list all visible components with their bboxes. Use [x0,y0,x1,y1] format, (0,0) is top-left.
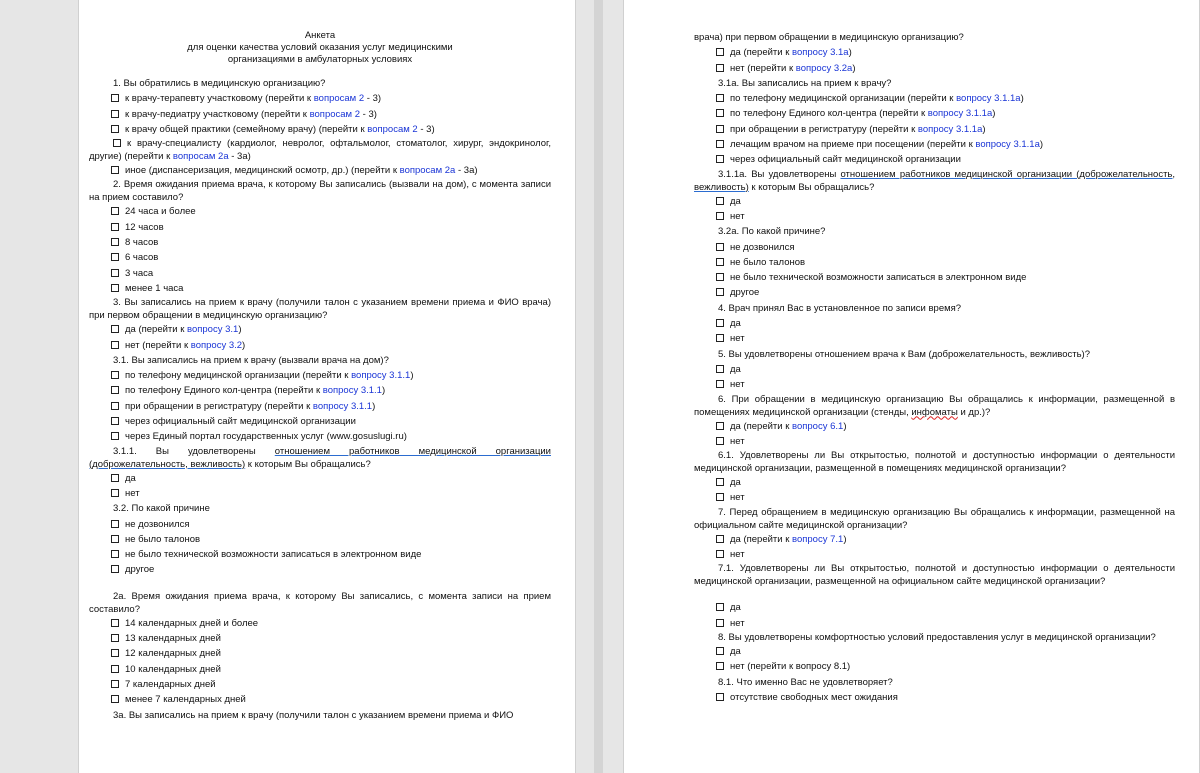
option: к врачу-терапевту участковому (перейти к вопросам 2 - 3) [89,91,551,106]
option: да [694,194,1175,209]
checkbox[interactable] [716,258,724,266]
checkbox[interactable] [716,365,724,373]
checkbox[interactable] [716,140,724,148]
checkbox[interactable] [111,386,119,394]
checkbox[interactable] [111,110,119,118]
title-line: Анкета [304,30,336,41]
question-link[interactable]: вопросу 3.1.1а [956,93,1021,105]
title-line: организациями в амбулаторных условиях [227,54,413,65]
option: нет (перейти к вопросу 8.1) [694,659,1175,674]
checkbox[interactable] [111,550,119,558]
checkbox[interactable] [111,565,119,573]
option: нет [694,209,1175,224]
option: нет [694,490,1175,505]
question-link[interactable]: вопросу 3.1.1 [312,400,373,412]
question-3a-continued: врача) при первом обращении в медицинскую организацию? [694,32,964,43]
option: через официальный сайт медицинской организации [89,414,551,429]
scrollbar[interactable] [594,0,603,773]
question-3-1a: 3.1а. Вы записались на прием к врачу? [718,77,892,89]
document-page-right [623,0,1200,773]
option: 3 часа [89,266,551,281]
checkbox[interactable] [111,619,119,627]
option: по телефону Единого кол-центра (перейти к вопросу 3.1.1) [89,383,551,398]
checkbox[interactable] [111,474,119,482]
option: 10 календарных дней [89,662,551,677]
checkbox[interactable] [111,649,119,657]
question-2a: 2а. Время ожидания приема врача, к которому Вы записались, с момента записи на прием составило? [89,590,551,615]
question-4: 4. Врач принял Вас в установленное по записи время? [718,302,962,314]
option: иное (диспансеризация, медицинский осмотр, др.) (перейти к вопросам 2а - 3а) [89,163,551,178]
checkbox[interactable] [716,334,724,342]
checkbox[interactable] [716,155,724,163]
checkbox[interactable] [716,619,724,627]
question-3-2a: 3.2а. По какой причине? [718,226,826,238]
option: 12 календарных дней [89,646,551,661]
question-link[interactable]: вопросу 3.2а [795,62,853,74]
option: 8 часов [89,235,551,250]
checkbox[interactable] [111,207,119,215]
question-link[interactable]: вопросу 3.1а [792,47,849,59]
question-link[interactable]: вопросу 3.1.1 [351,370,411,382]
checkbox[interactable] [111,535,119,543]
checkbox[interactable] [111,417,119,425]
option: нет (перейти к вопросу 3.2а) [694,61,1175,76]
checkbox[interactable] [716,109,724,117]
checkbox[interactable] [111,166,119,174]
checkbox[interactable] [111,125,119,133]
questionnaire-title [89,30,551,66]
option: к врачу-педиатру участковому (перейти к вопросам 2 - 3) [89,107,551,122]
checkbox[interactable] [716,693,724,701]
checkbox[interactable] [716,437,724,445]
option: по телефону Единого кол-центра (перейти к вопросу 3.1.1а) [694,106,1175,121]
checkbox[interactable] [111,695,119,703]
question-2: 2. Время ожидания приема врача, к которому Вы записались (вызвали на дом), с момента записи на прием составило? [89,179,551,204]
question-8: 8. Вы удовлетворены комфортностью условий предоставления услуг в медицинской организации? [718,631,1156,643]
option: другое [694,285,1175,300]
checkbox[interactable] [111,520,119,528]
option: не дозвонился [694,240,1175,255]
question-link[interactable]: вопросу 3.1.1а [927,108,993,120]
option: по телефону медицинской организации (перейти к вопросу 3.1.1) [89,368,551,383]
question-3a: 3а. Вы записались на прием к врачу (получили талон с указанием времени приема и ФИО [113,709,514,721]
question-3-2: 3.2. По какой причине [113,503,210,515]
option: 13 календарных дней [89,631,551,646]
checkbox[interactable] [716,212,724,220]
checkbox[interactable] [111,341,119,349]
checkbox[interactable] [716,48,724,56]
option: при обращении в регистратуру (перейти к вопросу 3.1.1а) [694,122,1175,137]
checkbox[interactable] [716,603,724,611]
option: при обращении в регистратуру (перейти к вопросу 3.1.1) [89,399,551,414]
checkbox[interactable] [716,243,724,251]
question-3: 3. Вы записались на прием к врачу (получили талон с указанием времени приема и ФИО врача) при первом обращении в медицинскую организацию? [89,297,551,322]
checkbox[interactable] [716,319,724,327]
option: да [694,316,1175,331]
option: по телефону медицинской организации (перейти к вопросу 3.1.1а) [694,91,1175,106]
option: да [89,471,551,486]
option: нет [694,377,1175,392]
checkbox[interactable] [111,489,119,497]
option: не было талонов [89,532,551,547]
question-7-1: 7.1. Удовлетворены ли Вы открытостью, полнотой и доступностью информации о деятельности медицинской организации, размещенной на официальном сайте медицинской организации? [694,563,1175,588]
option: не было талонов [694,255,1175,270]
option: да [694,600,1175,615]
checkbox[interactable] [111,432,119,440]
checkbox[interactable] [111,284,119,292]
checkbox[interactable] [716,380,724,388]
option: лечащим врачом на приеме при посещении (перейти к вопросу 3.1.1а) [694,137,1175,152]
question-8-1: 8.1. Что именно Вас не удовлетворяет? [718,676,893,688]
option: менее 7 календарных дней [89,692,551,707]
option: отсутствие свободных мест ожидания [694,690,1175,705]
question-link[interactable]: вопросам 2 [313,93,365,105]
checkbox[interactable] [716,550,724,558]
checkbox[interactable] [716,64,724,72]
option: да (перейти к вопросу 3.1а) [694,45,1175,60]
checkbox[interactable] [716,94,724,102]
checkbox[interactable] [111,269,119,277]
option: к врачу-специалисту (кардиолог, невролог, офтальмолог, стоматолог, хирург, эндокринолог, другие) (перейти к вопросам 2а - 3а) [89,138,551,163]
option: нет [694,434,1175,449]
option: нет (перейти к вопросу 3.2) [89,338,551,353]
option: да [694,644,1175,659]
option: менее 1 часа [89,281,551,296]
checkbox[interactable] [716,478,724,486]
checkbox[interactable] [716,662,724,670]
question-6-1: 6.1. Удовлетворены ли Вы открытостью, полнотой и доступностью информации о деятельности медицинской организации, размещенной в помещениях медицинской организации? [694,450,1175,475]
option: 7 календарных дней [89,677,551,692]
question-6: 6. При обращении в медицинскую организацию Вы обращались к информации, размещенной в помещениях медицинской организации (стенды, инфоматы и др.)? [694,393,1175,418]
question-link[interactable]: вопросам 2 [367,123,418,135]
checkbox[interactable] [111,665,119,673]
question-link[interactable]: вопросу 7.1 [792,533,844,545]
question-link[interactable]: вопросам 2а [399,165,456,177]
option: к врачу общей практики (семейному врачу) (перейти к вопросам 2 - 3) [89,122,551,137]
checkbox[interactable] [111,371,119,379]
question-link[interactable]: вопросу 3.1.1 [322,385,382,397]
option: 14 календарных дней и более [89,616,551,631]
question-3-1-1: 3.1.1. Вы удовлетворены отношением работников медицинской организации (доброжелательность, вежливость) к которым Вы обращались? [89,445,551,470]
question-link[interactable]: вопросу 6.1 [792,420,844,432]
checkbox[interactable] [716,535,724,543]
checkbox[interactable] [716,125,724,133]
question-link[interactable]: вопросу 3.2 [190,339,243,351]
option: нет [694,547,1175,562]
option: да (перейти к вопросу 6.1) [694,419,1175,434]
title-line: для оценки качества условий оказания услуг медицинскими [187,42,453,53]
document-page-left [78,0,576,773]
checkbox[interactable] [113,139,121,147]
question-link[interactable]: вопросу 3.1.1а [975,139,1040,151]
question-link[interactable]: вопросам 2 [309,108,361,120]
checkbox[interactable] [111,325,119,333]
question-link[interactable]: вопросам 2а [172,151,229,163]
checkbox[interactable] [111,680,119,688]
page-gap [576,0,623,773]
question-7: 7. Перед обращением в медицинскую организацию Вы обращались к информации, размещенной на официальном сайте медицинской организации? [694,506,1175,531]
option: нет [694,616,1175,631]
checkbox[interactable] [111,402,119,410]
checkbox[interactable] [716,197,724,205]
question-5: 5. Вы удовлетворены отношением врача к Вам (доброжелательность, вежливость)? [718,348,1090,360]
checkbox[interactable] [716,273,724,281]
option: да [694,475,1175,490]
option: через официальный сайт медицинской организации [694,152,1175,167]
option: да (перейти к вопросу 7.1) [694,532,1175,547]
checkbox[interactable] [716,422,724,430]
question-3-1: 3.1. Вы записались на прием к врачу (вызвали врача на дом)? [113,354,389,366]
option: через Единый портал государственных услуг (www.gosuslugi.ru) [89,429,551,444]
option: да (перейти к вопросу 3.1) [89,322,551,337]
option: не было технической возможности записаться в электронном виде [89,547,551,562]
option: нет [89,486,551,501]
option: другое [89,562,551,577]
checkbox[interactable] [716,288,724,296]
checkbox[interactable] [111,253,119,261]
option: да [694,362,1175,377]
checkbox[interactable] [716,647,724,655]
checkbox[interactable] [111,238,119,246]
question-link[interactable]: вопросу 3.1 [187,324,239,336]
option: 6 часов [89,250,551,265]
option: 12 часов [89,220,551,235]
question-link[interactable]: вопросу 3.1.1а [917,123,983,135]
question-3-1-1a: 3.1.1а. Вы удовлетворены отношением работников медицинской организации (доброжелательность, вежливость) к которым Вы обращались? [694,168,1176,193]
checkbox[interactable] [716,493,724,501]
option: 24 часа и более [89,204,551,219]
checkbox[interactable] [111,634,119,642]
checkbox[interactable] [111,94,119,102]
option: нет [694,331,1175,346]
option: не дозвонился [89,517,551,532]
option: не было технической возможности записаться в электронном виде [694,270,1175,285]
checkbox[interactable] [111,223,119,231]
question-1: 1. Вы обратились в медицинскую организацию? [113,78,326,89]
